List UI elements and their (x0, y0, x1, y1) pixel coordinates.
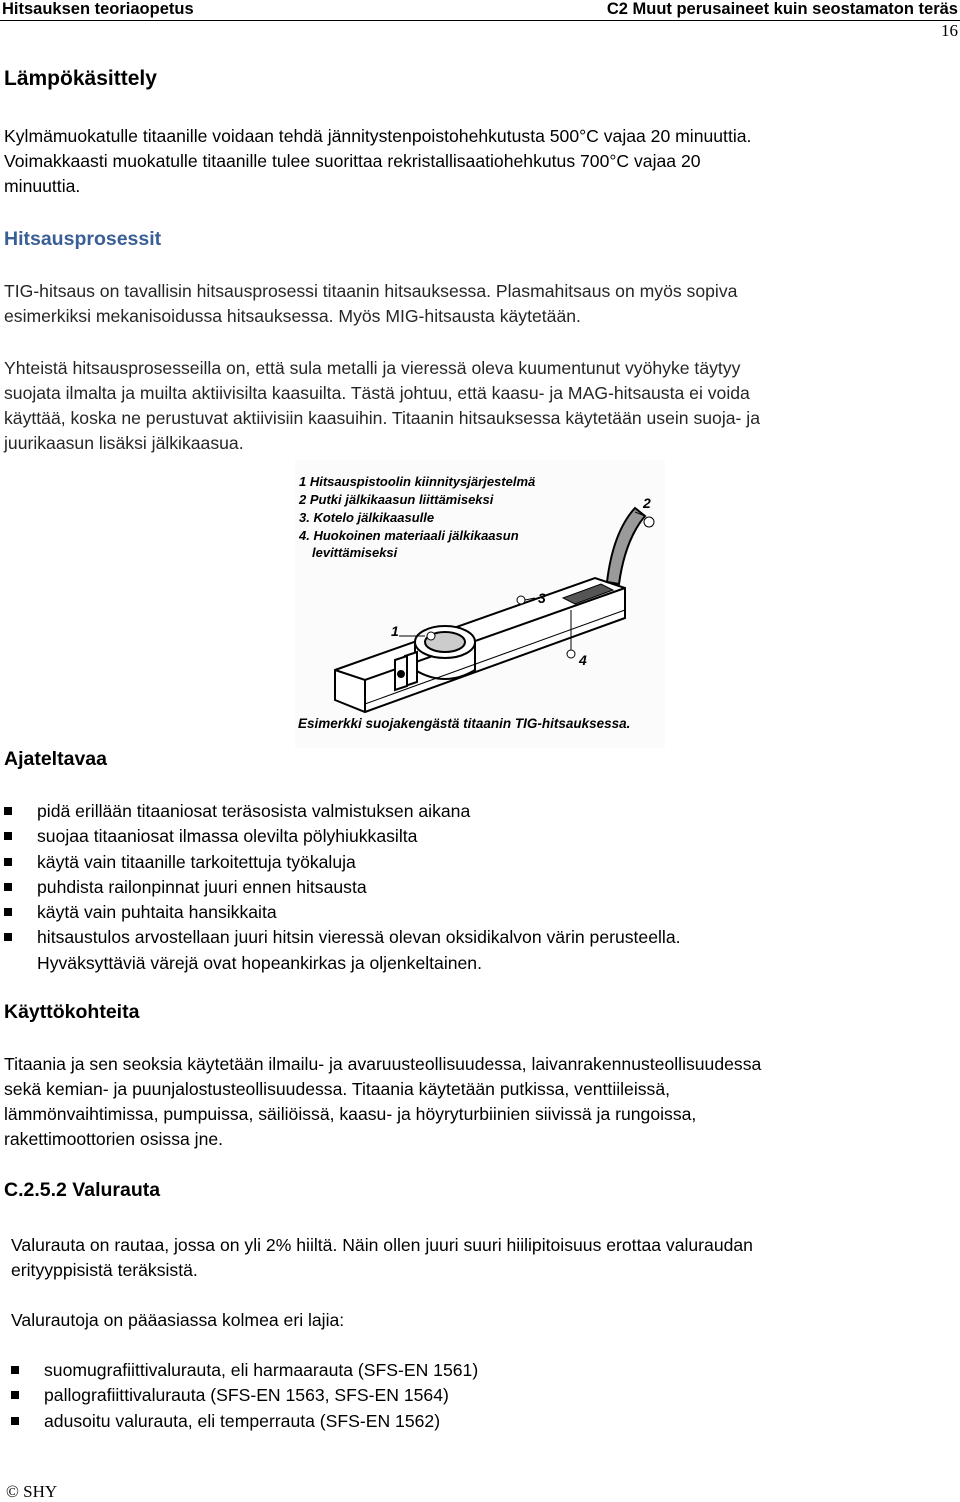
header-left: Hitsauksen teoriaopetus (2, 0, 194, 18)
list-item: pidä erillään titaaniosat teräsosista valmistuksen aikana (4, 799, 944, 824)
page-number: 16 (941, 21, 958, 40)
list-item: käytä vain puhtaita hansikkaita (4, 900, 944, 925)
cast-iron-para1 (11, 1233, 960, 1283)
figure-shielding-shoe (295, 460, 665, 748)
text-line: Kylmämuokatulle titaanille voidaan tehdä jännitystenpoistohehkutusta 500°C vajaa 20 minuuttia. (4, 126, 752, 146)
cast-iron-types-list (11, 1358, 941, 1434)
list-item: puhdista railonpinnat juuri ennen hitsausta (4, 875, 944, 900)
cast-iron-para2: Valurautoja on pääasiassa kolmea eri lajia: (11, 1310, 345, 1330)
section-title-applications: Käyttökohteita (4, 1001, 140, 1023)
footer-copyright: © SHY (6, 1482, 58, 1501)
welding-processes-para1 (4, 279, 954, 329)
list-item: adusoitu valurauta, eli temperrauta (SFS-EN 1562) (11, 1409, 941, 1434)
list-item: pallografiittivalurauta (SFS-EN 1563, SFS-EN 1564) (11, 1383, 941, 1408)
text-line: minuuttia. (4, 176, 81, 196)
text-line: suojata ilmalta ja muilta aktiivisilta kaasuilta. Tästä johtuu, että kaasu- ja MAG-hitsausta ei voida (4, 383, 750, 403)
bullet-square-icon (11, 1391, 19, 1399)
section-title-cast-iron: C.2.5.2 Valurauta (4, 1179, 161, 1201)
figure-legend-4-cont: levittämiseksi (312, 545, 398, 560)
list-item: hitsaustulos arvostellaan juuri hitsin vieressä olevan oksidikalvon värin perusteella. (4, 925, 944, 950)
text-line: käyttää, koska ne perustuvat aktiivisiin kaasuihin. Titaanin hitsauksessa käytetään usein suoja- ja (4, 408, 760, 428)
section-title-heat-treatment: Lämpökäsittely (4, 67, 157, 90)
text-line: lämmönvaihtimissa, pumpuissa, säiliöissä, kaasu- ja höyryturbiinien siivissä ja rungoissa, (4, 1104, 697, 1124)
text-line: erityyppisistä teräksistä. (11, 1260, 198, 1280)
text-line: Valurauta on rautaa, jossa on yli 2% hiiltä. Näin ollen juuri suuri hiilipitoisuus erottaa valuraudan (11, 1235, 753, 1255)
text-line: TIG-hitsaus on tavallisin hitsausprosessi titaanin hitsauksessa. Plasmahitsaus on myös sopiva (4, 281, 738, 301)
header-rule (0, 20, 960, 21)
figure-caption: Esimerkki suojakengästä titaanin TIG-hitsauksessa. (298, 716, 631, 731)
svg-text:4: 4 (579, 652, 587, 668)
text-line: rakettimoottorien osissa jne. (4, 1129, 224, 1149)
section-title-considerations: Ajateltavaa (4, 748, 107, 770)
section-title-welding-processes: Hitsausprosessit (4, 228, 162, 250)
bullet-square-icon (4, 883, 12, 891)
bullet-square-icon (4, 807, 12, 815)
text-line: Titaania ja sen seoksia käytetään ilmailu- ja avaruusteollisuudessa, laivanrakennusteollisuudessa (4, 1054, 762, 1074)
bullet-square-icon (4, 832, 12, 840)
header-right: C2 Muut perusaineet kuin seostamaton teräs (606, 0, 958, 18)
svg-text:2: 2 (643, 495, 651, 511)
text-line: sekä kemian- ja puunjalostusteollisuudessa. Titaania käytetään putkissa, venttiileissä, (4, 1079, 671, 1099)
svg-text:1: 1 (391, 623, 399, 639)
heat-treatment-text (4, 124, 954, 199)
bullet-square-icon (4, 933, 12, 941)
text-line: juurikaasun lisäksi jälkikaasua. (4, 433, 244, 453)
list-item-continuation: Hyväksyttäviä värejä ovat hopeankirkas ja oljenkeltainen. (37, 952, 482, 973)
figure-legend-4: 4. Huokoinen materiaali jälkikaasun (299, 528, 519, 543)
list-item: suomugrafiittivalurauta, eli harmaarauta (SFS-EN 1561) (11, 1358, 941, 1383)
figure-legend-1: 1 Hitsauspistoolin kiinnitysjärjestelmä (299, 474, 536, 489)
bullet-square-icon (11, 1366, 19, 1374)
list-item: suojaa titaaniosat ilmassa olevilta pölyhiukkasilta (4, 824, 944, 849)
welding-processes-para2 (4, 356, 954, 456)
bullet-square-icon (4, 908, 12, 916)
svg-text:3: 3 (538, 590, 546, 606)
text-line: Yhteistä hitsausprosesseilla on, että sula metalli ja vieressä oleva kuumentunut vyöhyke täytyy (4, 358, 741, 378)
bullet-square-icon (4, 858, 12, 866)
figure-legend-3: 3. Kotelo jälkikaasulle (299, 510, 435, 525)
text-line: Voimakkaasti muokatulle titaanille tulee suorittaa rekristallisaatiohehkutus 700°C vajaa 20 (4, 151, 701, 171)
figure-legend-2: 2 Putki jälkikaasun liittämiseksi (299, 492, 494, 507)
text-line: esimerkiksi mekanisoidussa hitsauksessa. Myös MIG-hitsausta käytetään. (4, 306, 581, 326)
considerations-list (4, 799, 944, 976)
bullet-square-icon (11, 1417, 19, 1425)
list-item: käytä vain titaanille tarkoitettuja työkaluja (4, 850, 944, 875)
shielding-shoe-diagram (295, 460, 665, 748)
applications-text (4, 1052, 954, 1152)
